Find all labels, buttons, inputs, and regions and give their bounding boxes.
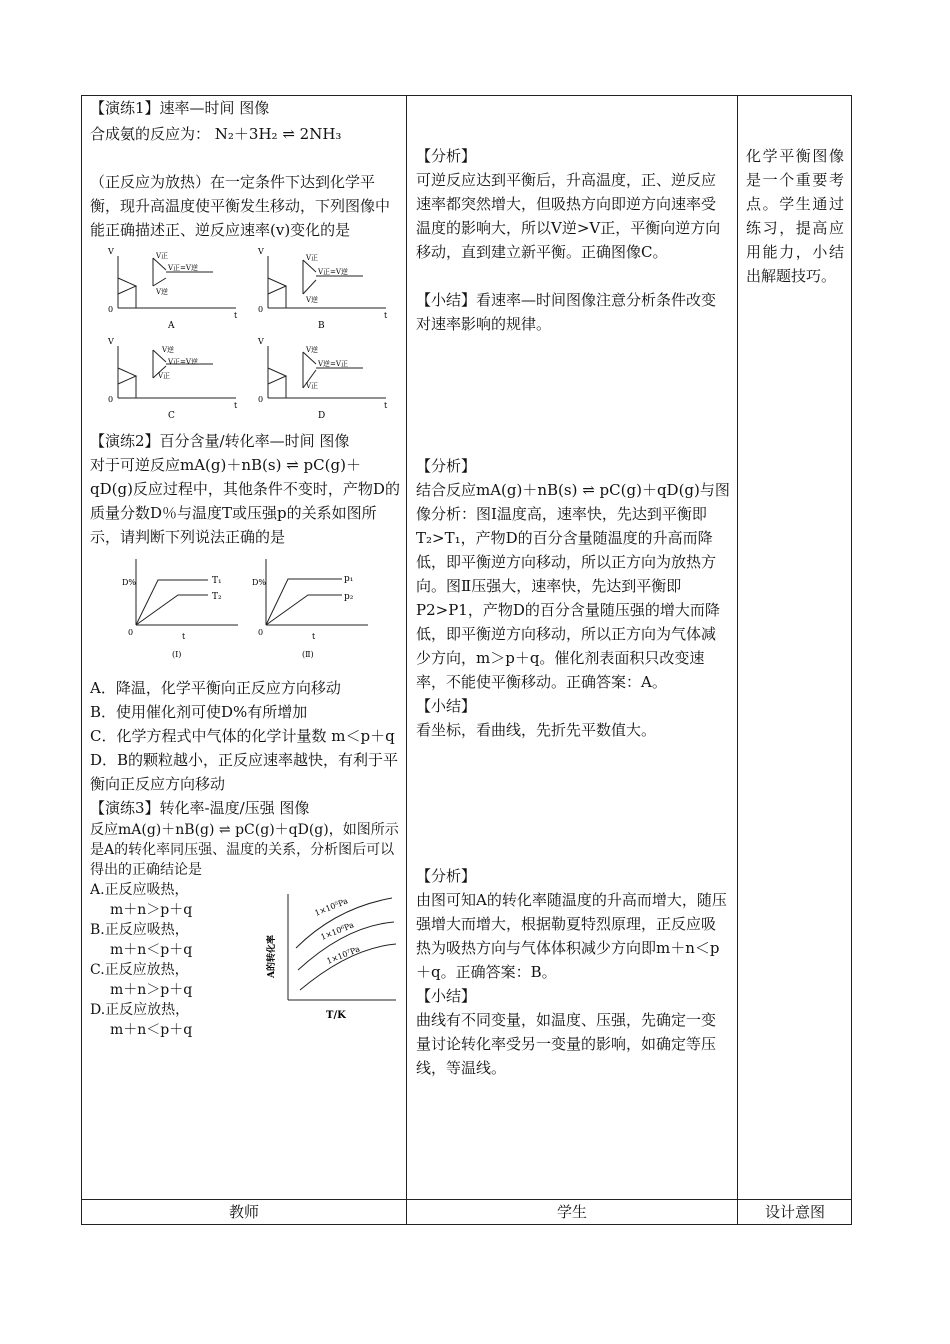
svg-text:V: V: [258, 337, 264, 346]
ex3-option-c: C.正反应放热，: [90, 962, 189, 978]
svg-text:0: 0: [108, 305, 114, 314]
graph-ii: [252, 559, 368, 659]
svg-text:V正=V逆: V正=V逆: [168, 264, 198, 272]
summary-3-head: 【小结】: [416, 987, 477, 1005]
ex3-text: 反应mA(g)＋nB(g) ⇌ pC(g)＋qD(g)，如图所示是A的转化率同压强、温度的关系，分析图后可以得出的正确结论是: [90, 822, 399, 878]
svg-text:p₁: p₁: [344, 574, 354, 584]
svg-text:1×10⁷Pa: 1×10⁷Pa: [325, 944, 362, 966]
svg-text:(Ⅱ): (Ⅱ): [302, 650, 314, 659]
svg-text:V: V: [108, 247, 114, 256]
svg-text:V: V: [108, 337, 114, 346]
analysis-1-head: 【分析】: [416, 147, 477, 165]
ex1-text: （正反应为放热）在一定条件下达到化学平衡，现升高温度使平衡发生移动，下列图像中能正确描述正、逆反应速率(v)变化的是: [90, 173, 391, 239]
svg-text:D%: D%: [122, 578, 137, 587]
summary-3: 曲线有不同变量，如温度、压强，先确定一变量讨论转化率受另一变量的影响，如确定等压线，等温线。: [416, 1011, 717, 1077]
ex3-option-d-cond: m＋n＜p＋q: [110, 1022, 193, 1038]
ex3-option-d: D.正反应放热，: [90, 1002, 190, 1018]
column-divider: [406, 96, 407, 1225]
design-column: [746, 144, 844, 288]
svg-text:0: 0: [258, 395, 264, 404]
svg-text:V: V: [258, 247, 264, 256]
analysis-1: 可逆反应达到平衡后，升高温度，正、逆反应速率都突然增大，但吸热方向即逆方向速率受温度的影响大，所以V逆>V正，平衡向逆方向移动，直到建立新平衡。正确图像C。: [416, 171, 721, 261]
ex2-option-d: D．B的颗粒越小，正反应速率越快，有利于平衡向正反应方向移动: [90, 751, 399, 793]
footer-design: 设计意图: [764, 1203, 825, 1221]
ex2-option-b: B．使用催化剂可使D%有所增加: [90, 703, 308, 721]
svg-text:t: t: [234, 311, 238, 320]
svg-text:(Ⅰ): (Ⅰ): [172, 650, 182, 659]
svg-text:t: t: [384, 401, 388, 410]
svg-text:1×10⁵Pa: 1×10⁵Pa: [313, 896, 350, 918]
conversion-graph: [266, 888, 402, 1032]
svg-text:V逆: V逆: [306, 296, 319, 304]
svg-text:C: C: [168, 411, 175, 421]
svg-text:V逆: V逆: [156, 288, 169, 296]
svg-text:A: A: [168, 321, 175, 331]
svg-text:T/K: T/K: [326, 1010, 346, 1021]
svg-text:0: 0: [128, 628, 134, 637]
svg-text:D: D: [318, 411, 326, 421]
ex1-title: 【演练1】速率—时间 图像: [90, 99, 270, 117]
svg-text:V逆: V逆: [306, 346, 319, 354]
svg-text:V逆=V正: V逆=V正: [318, 360, 348, 368]
ex3-option-b-cond: m＋n＜p＋q: [110, 942, 193, 958]
graph-i: [122, 559, 238, 659]
teacher-column: [90, 96, 402, 1040]
svg-text:V逆: V逆: [162, 346, 175, 354]
svg-text:t: t: [312, 632, 316, 641]
ex3-option-c-cond: m＋n＞p＋q: [110, 982, 193, 998]
graph-a: [107, 247, 238, 331]
rate-time-graphs: [90, 242, 402, 422]
svg-text:V正=V逆: V正=V逆: [318, 268, 348, 276]
ex2-option-a: A．降温，化学平衡向正反应方向移动: [90, 679, 341, 697]
content-time-graphs: [90, 549, 402, 669]
svg-text:V正: V正: [156, 252, 169, 260]
svg-text:0: 0: [258, 628, 264, 637]
column-divider: [737, 96, 738, 1225]
ex3-options: [90, 880, 250, 1040]
summary-2: 看坐标，看曲线，先折先平数值大。: [416, 721, 657, 739]
ex2-title: 【演练2】百分含量/转化率—时间 图像: [90, 432, 350, 450]
svg-text:p₂: p₂: [344, 592, 354, 602]
ex1-equation: N₂＋3H₂ ⇌ 2NH₃: [214, 125, 342, 143]
student-column: [416, 144, 730, 1080]
svg-text:B: B: [318, 321, 325, 331]
analysis-3: 由图可知A的转化率随温度的升高而增大，随压强增大而增大，根据勒夏特烈原理，正反应吸热为吸热方向与气体体积减少方向即m＋n＜p＋q。正确答案：B。: [416, 891, 727, 981]
svg-text:V正: V正: [306, 254, 319, 262]
summary-1: 【小结】看速率—时间图像注意分析条件改变对速率影响的规律。: [416, 291, 717, 333]
svg-text:V正: V正: [158, 372, 171, 380]
summary-2-head: 【小结】: [416, 697, 477, 715]
ex3-option-a-cond: m＋n＞p＋q: [110, 902, 193, 918]
svg-text:0: 0: [258, 305, 264, 314]
analysis-3-head: 【分析】: [416, 867, 477, 885]
svg-text:A的转化率: A的转化率: [267, 935, 277, 978]
svg-text:D%: D%: [252, 578, 267, 587]
graph-b: [257, 247, 388, 331]
ex3-option-b: B.正反应吸热，: [90, 922, 189, 938]
analysis-2: 结合反应mA(g)＋nB(s) ⇌ pC(g)＋qD(g)与图像分析：图Ⅰ温度高，速率快，先达到平衡即T₂>T₁，产物D的百分含量随温度的升高而降低，即平衡逆方向移动，所以正方向为放热方向。图Ⅱ压强大，速率快，先达到平衡即P2>P1，产物D的百分含量随压强的增大而降低，即平衡逆方向移动，所以正方向为气体减少方向，m＞p＋q。催化剂表面积只改变速率，不能使平衡移动。正确答案：A。: [416, 481, 730, 691]
footer-teacher: 教师: [228, 1203, 259, 1221]
svg-text:1×10⁶Pa: 1×10⁶Pa: [319, 920, 356, 942]
analysis-2-head: 【分析】: [416, 457, 477, 475]
svg-text:V正=V逆: V正=V逆: [168, 358, 198, 366]
svg-text:V正: V正: [306, 382, 319, 390]
graph-c: [107, 337, 238, 421]
svg-text:t: t: [384, 311, 388, 320]
graph-d: [257, 337, 388, 421]
svg-text:t: t: [234, 401, 238, 410]
lesson-table: [81, 95, 852, 1225]
ex3-title: 【演练3】转化率-温度/压强 图像: [90, 799, 310, 817]
ex1-intro: 合成氨的反应为：: [90, 125, 211, 143]
ex3-body: [90, 880, 402, 1040]
footer-student: 学生: [556, 1203, 587, 1221]
svg-text:t: t: [182, 632, 186, 641]
ex3-option-a: A.正反应吸热，: [90, 882, 189, 898]
svg-text:T₁: T₁: [212, 576, 222, 586]
design-intent: 化学平衡图像是一个重要考点。学生通过练习，提高应用能力，小结出解题技巧。: [746, 147, 844, 285]
ex2-text: 对于可逆反应mA(g)＋nB(s) ⇌ pC(g)＋qD(g)反应过程中，其他条件不变时，产物D的质量分数D％与温度T或压强p的关系如图所示，请判断下列说法正确的是: [90, 456, 400, 546]
ex2-option-c: C．化学方程式中气体的化学计量数 m＜p＋q: [90, 727, 395, 745]
svg-text:0: 0: [108, 395, 114, 404]
svg-text:T₂: T₂: [212, 592, 222, 602]
